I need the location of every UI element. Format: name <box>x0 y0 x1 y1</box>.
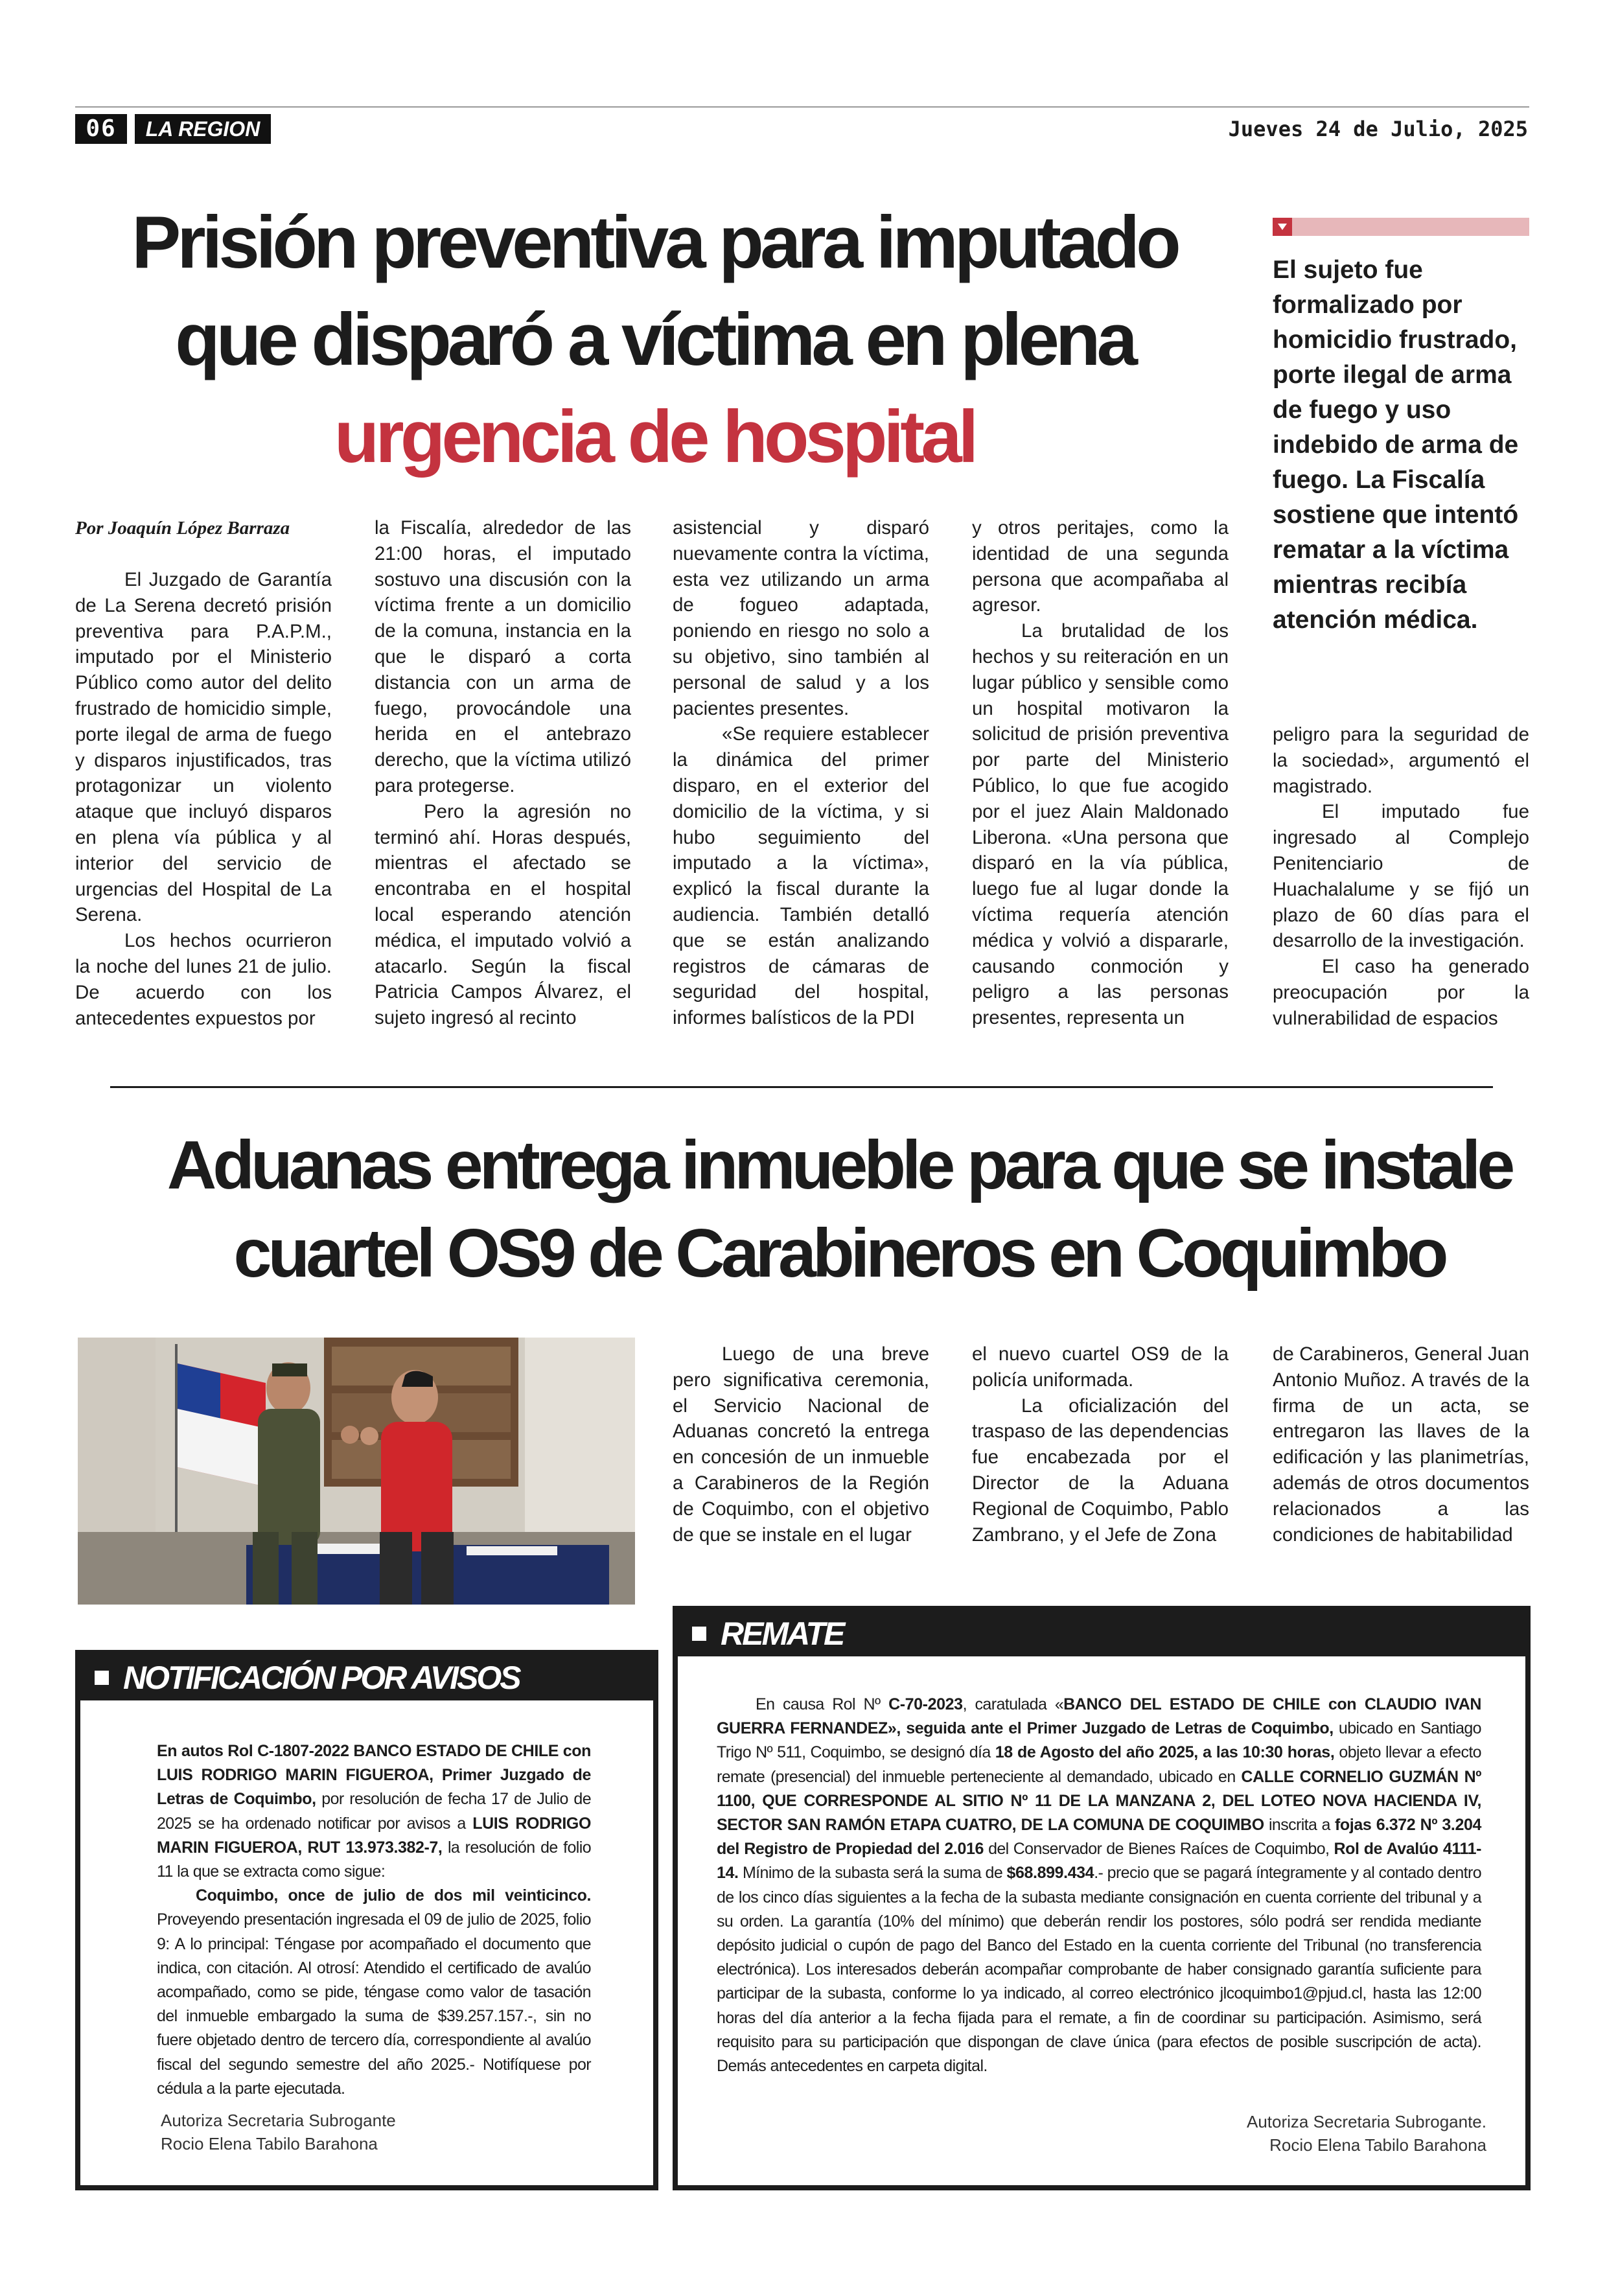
article2-column-3 <box>1273 1341 1529 1548</box>
paragraph: El imputado fue ingresado al Complejo Penitenciario de Huachalalume y se fijó un plazo de 60 días para el desarrollo de la investigación. <box>1273 801 1529 952</box>
text-run: En causa Rol Nº <box>756 1695 889 1713</box>
header-rule <box>75 106 1529 108</box>
bold-run: CALLE CORNELIO GUZMÁN Nº 1100, QUE CORRESPONDE AL SITIO Nº 11 DE LA MANZANA 2, DEL LOTEO NOVA HACIENDA IV, SECTOR SAN RAMÓN ETAPA CUATRO, DE LA COMUNA DE COQUIMBO <box>717 1767 1481 1835</box>
paragraph: El caso ha generado preocupación por la vulnerabilidad de espacios <box>1273 956 1529 1029</box>
article1-column-2 <box>375 515 631 1031</box>
article1-column-5 <box>1273 722 1529 1032</box>
headline-line: que disparó a víctima en plena <box>175 299 1134 381</box>
byline: Por Joaquín López Barraza <box>75 518 290 539</box>
bold-run: 18 de Agosto del año 2025, a las 10:30 horas, <box>995 1743 1335 1762</box>
paragraph: y otros peritajes, como la identidad de una segunda persona que acompañaba al agresor. <box>972 517 1229 616</box>
notice-title: NOTIFICACIÓN POR AVISOS <box>123 1660 520 1696</box>
paragraph: asistencial y disparó nuevamente contra la víctima, esta vez utilizando un arma de fogueo adaptada, poniendo en riesgo no solo a su objetivo, sino también al personal de salud y a los pacientes presentes. <box>673 517 929 719</box>
bold-run: Rol de Avalúo 4111-14. <box>717 1840 1481 1883</box>
text-run: , caratulada « <box>962 1695 1064 1713</box>
section-divider <box>110 1086 1493 1088</box>
paragraph: el nuevo cuartel OS9 de la policía uniformada. <box>972 1343 1229 1391</box>
signature-line: Autoriza Secretaria Subrogante <box>161 2111 396 2130</box>
article1-column-1 <box>75 515 332 1031</box>
ceremony-photo-illustration <box>78 1338 635 1605</box>
notice-signature <box>1247 2110 1486 2157</box>
newspaper-logo: LA REGION <box>135 114 271 144</box>
notice-body <box>157 1739 591 2101</box>
square-bullet-icon <box>692 1627 706 1641</box>
text-run: la resolución de folio 11 la que se extracta como sigue: <box>157 1838 591 1881</box>
text-run: Mínimo de la subasta será la suma de <box>738 1864 1007 1883</box>
bold-run: $68.899.434 <box>1006 1864 1094 1883</box>
article2-headline <box>78 1121 1601 1297</box>
signature-line: Rocio Elena Tabilo Barahona <box>161 2134 378 2153</box>
headline-line: Aduanas entrega inmueble para que se instale <box>167 1127 1512 1203</box>
notice-body <box>717 1693 1481 2078</box>
notice-box-header <box>80 1655 653 1700</box>
headline-line-highlight: urgencia de hospital <box>334 396 975 478</box>
bold-run: En autos Rol C-1807-2022 BANCO ESTADO DE CHILE con LUIS RODRIGO MARIN FIGUEROA, Primer Juzgado de Letras de Coquimbo, <box>157 1742 591 1809</box>
notice-box-header <box>678 1611 1525 1656</box>
text-run: por resolución de fecha 17 de Julio de 2025 se ha ordenado notificar por avisos a <box>157 1790 591 1833</box>
article1-summary: El sujeto fue formalizado por homicidio frustrado, porte ilegal de arma de fuego y uso indebido de arma de fuego. La Fiscalía sostiene que intentó rematar a la víctima mientras recibía atención médica. <box>1273 256 1519 634</box>
paragraph: El Juzgado de Garantía de La Serena decretó prisión preventiva para P.A.P.M., imputado por el Ministerio Público como autor del delito frustrado de homicidio simple, porte ilegal de arma de fuego y disparos injustificados, tras protagonizar un violento ataque que incluyó disparos en plena vía pública y al interior del servicio de urgencias del Hospital de La Serena. <box>75 569 332 926</box>
bold-run: Coquimbo, once de julio de dos mil veinticinco. <box>196 1886 591 1905</box>
article1-column-3 <box>673 515 929 1031</box>
notice-paragraph <box>157 1884 591 2101</box>
bold-run: BANCO DEL ESTADO DE CHILE con CLAUDIO IVAN GUERRA FERNANDEZ», seguida ante el Primer Juzgado de Letras de Coquimbo, <box>717 1695 1482 1738</box>
square-bullet-icon <box>95 1671 109 1685</box>
notice-title: REMATE <box>721 1616 844 1652</box>
text-run: del Conservador de Bienes Raíces de Coquimbo, <box>984 1840 1334 1859</box>
issue-date: Jueves 24 de Julio, 2025 <box>1228 117 1528 141</box>
paragraph: la Fiscalía, alrededor de las 21:00 horas, el imputado sostuvo una discusión con la víctima frente a un domicilio de la comuna, instancia en la que le disparó a corta distancia con un arma de fuego, provocándole una herida en el antebrazo derecho, que la víctima utilizó para protegerse. <box>375 517 631 796</box>
bold-run: LUIS RODRIGO MARIN FIGUEROA, RUT 13.973.382-7, <box>157 1814 591 1857</box>
text-run: inscrita a <box>1264 1816 1335 1835</box>
notice-paragraph <box>157 1739 591 1884</box>
text-run: ubicado en Santiago Trigo Nº 511, Coquimbo, se designó día <box>717 1719 1481 1762</box>
headline-line: cuartel OS9 de Carabineros en Coquimbo <box>233 1215 1445 1292</box>
bold-run: C-70-2023 <box>888 1695 963 1713</box>
notice-signature <box>161 2109 396 2155</box>
article1-column-4 <box>972 515 1229 1031</box>
article2-column-1 <box>673 1341 929 1548</box>
paragraph: Pero la agresión no terminó ahí. Horas después, mientras el afectado se encontraba en el hospital local esperando atención médica, el imputado volvió a atacarlo. Según la fiscal Patricia Campos Álvarez, el sujeto ingresó al recinto <box>375 800 631 1029</box>
paragraph: La oficialización del traspaso de las dependencias fue encabezada por el Director de la Aduana Regional de Coquimbo, Pablo Zambrano, y el Jefe de Zona <box>972 1395 1229 1546</box>
triangle-down-icon <box>1273 218 1292 236</box>
article2-column-2 <box>972 1341 1229 1548</box>
paragraph: «Se requiere establecer la dinámica del primer disparo, en el exterior del domicilio de la víctima, y si hubo seguimiento del imputado a la víctima», explicó la fiscal durante la audiencia. También detalló que se están analizando registros de cámaras de seguridad del hospital, informes balísticos de la PDI <box>673 723 929 1029</box>
signature-line: Autoriza Secretaria Subrogante. <box>1247 2112 1486 2131</box>
text-run: objeto llevar a efecto remate (presencial) del inmueble perteneciente al demandado, ubicado en <box>717 1743 1481 1786</box>
paragraph: Luego de una breve pero significativa ceremonia, el Servicio Nacional de Aduanas concretó la entrega en concesión de un inmueble a Carabineros de la Región de Coquimbo, con el objetivo de que se instale en el lugar <box>673 1343 929 1546</box>
paragraph: Los hechos ocurrieron la noche del lunes 21 de julio. De acuerdo con los antecedentes expuestos por <box>75 930 332 1029</box>
paragraph: de Carabineros, General Juan Antonio Muñoz. A través de la firma de un acta, se entregaron las llaves de la edificación y las planimetrías, además de otros documentos relacionados a las condiciones de habitabilidad <box>1273 1343 1529 1546</box>
paragraph: La brutalidad de los hechos y su reiteración en un lugar público y sensible como un hospital motivaron la solicitud de prisión preventiva por parte del Ministerio Público, lo que fue acogido por el juez Alain Maldonado Liberona. «Una persona que disparó en la vía pública, luego fue al lugar donde la víctima requería atención médica y volvió a dispararle, causando conmoción y peligro a las personas presentes, representa un <box>972 620 1229 1029</box>
summary-accent-bar <box>1273 218 1529 236</box>
headline-line: Prisión preventiva para imputado <box>132 202 1177 284</box>
bold-run: fojas 6.372 Nº 3.204 del Registro de Propiedad del 2.016 <box>717 1816 1481 1859</box>
text-run: Proveyendo presentación ingresada el 09 de julio de 2025, folio 9: A lo principal: Téngase por acompañado el documento que indica, con citación. Al otrosí: Atendido el certificado de avalúo acompañado, como se pide, téngase como valor de tasación del inmueble embargado la suma de $39.257.157.-, sin no fuere objetado dentro de tercero día, correspondiente al avalúo fiscal del segundo semestre del año 2025.- Notifíquese por cédula a la parte ejecutada. <box>157 1910 591 2098</box>
signature-line: Rocio Elena Tabilo Barahona <box>1269 2135 1486 2155</box>
notice-paragraph <box>717 1693 1481 2078</box>
paragraph: peligro para la seguridad de la sociedad», argumentó el magistrado. <box>1273 724 1529 797</box>
page-number: 06 <box>75 114 127 144</box>
ceremony-photo <box>78 1338 635 1605</box>
article1-headline <box>78 194 1231 486</box>
notice-box-remate <box>673 1606 1531 2190</box>
notice-box-notificacion <box>75 1650 658 2190</box>
text-run: .- precio que se pagará íntegramente y al contado dentro de los cinco días siguientes a la fecha de la subasta mediante consignación en cuenta corriente del tribunal y a su orden. La garantía (10% del mínimo) que deberán rendir los postores, sólo podrá ser rendida mediante depósito judicial o cupón de pago del Banco del Estado en la cuenta corriente del Tribunal (no transferencia electrónica). Los interesados deberán acompañar comprobante de haber consignado garantía suficiente para participar de la subasta, conforme lo ya indicado, al correo electrónico jlcoquimbo1@pjud.cl, hasta las 12:00 horas del día anterior a la fecha fijada para el remate, a fin de coordinar su participación. Asimismo, será requisito para su participación que dispongan de clave única (para efectos de posible suscripción de acta). Demás antecedentes en carpeta digital. <box>717 1864 1481 2076</box>
